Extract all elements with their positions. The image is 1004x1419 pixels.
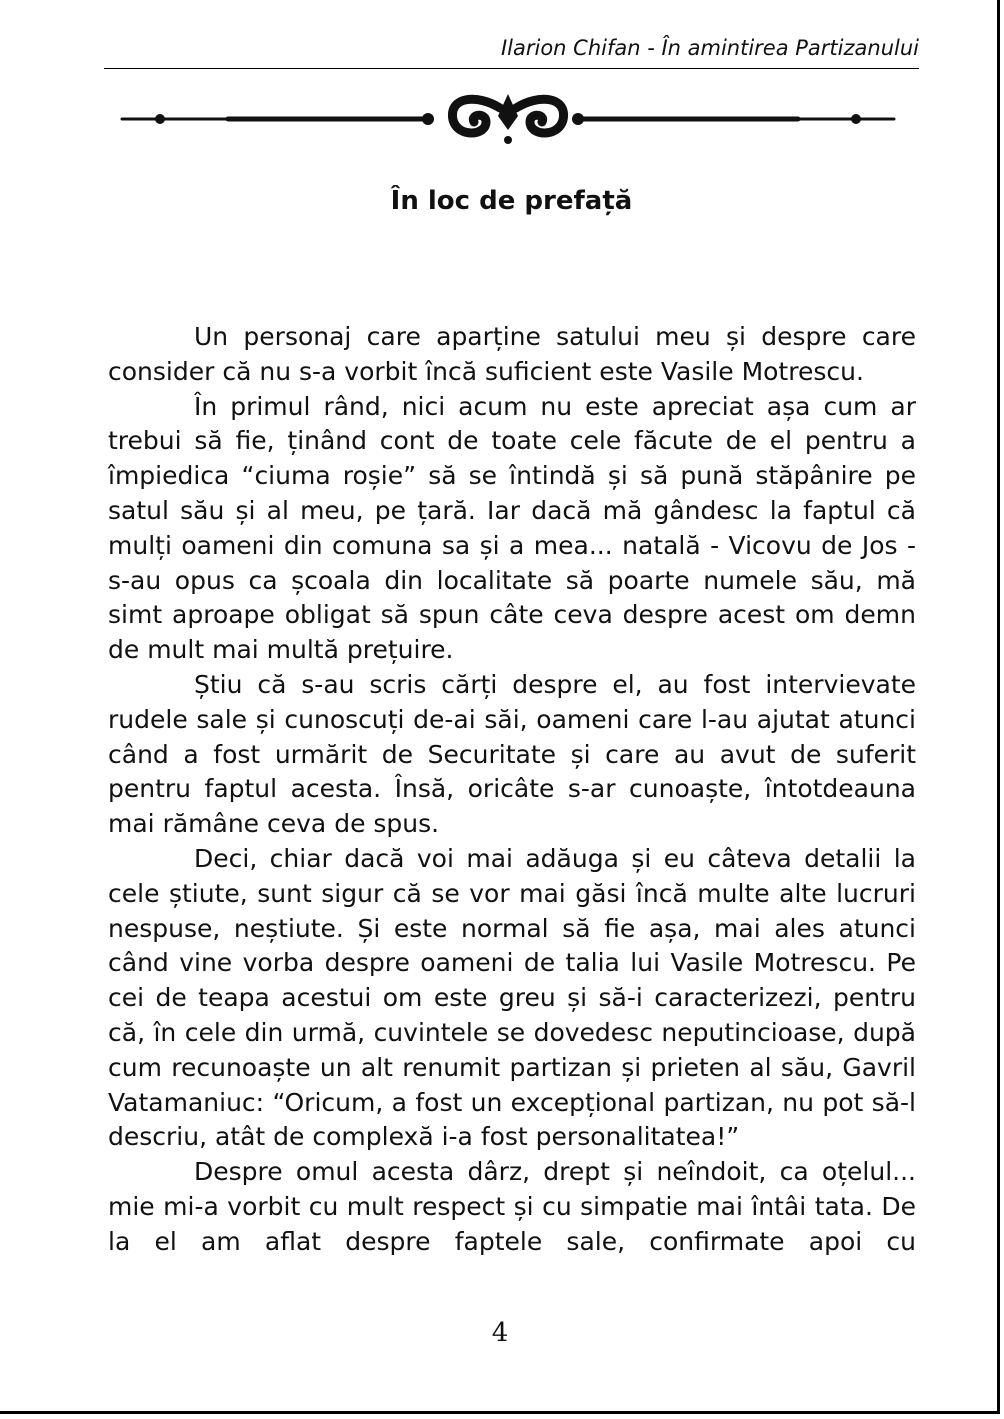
chapter-heading: În loc de prefață [390,186,633,216]
running-header-title: Ilarion Chifan - În amintirea Partizanului [500,36,919,60]
paragraph: Despre omul acesta dârz, drept și neîndoit, ca oțelul... mie mi-a vorbit cu mult respect și cu simpatie mai întâi tata. De la el am aflat despre faptele sale, confirmate apoi cu [108,1157,916,1256]
scroll-divider-ornament-icon [108,86,908,152]
body-text [108,320,916,1260]
paragraph: În primul rând, nici acum nu este apreciat așa cum ar trebui să fie, ținând cont de toate cele făcute de el pentru a împiedica “ciuma roșie” să se întindă și să pună stăpânire pe satul său și al meu, pe țară. Iar dacă mă gândesc la faptul că mulți oameni din comuna sa și a mea... natală - Vicovu de Jos - s-au opus ca școala din localitate să poarte numele său, mă simt aproape obligat să spun câte ceva despre acest om demn de mult mai multă prețuire. [108,391,916,665]
paragraph: Un personaj care aparține satului meu și despre care consider că nu s-a vorbit încă suficient este Vasile Motrescu. [108,322,916,386]
paragraph: Știu că s-au scris cărți despre el, au fost intervievate rudele sale și cunoscuți de-ai săi, oameni care l-au ajutat atunci când a fost urmărit de Securitate și care au avut de suferit pentru faptul acesta. Însă, oricâte s-ar cunoaște, întotdeauna mai rămâne ceva de spus. [108,669,916,839]
page-number: 4 [491,1318,509,1348]
paragraph: Deci, chiar dacă voi mai adăuga și eu câteva detalii la cele știute, sunt sigur că se vor mai găsi încă multe alte lucruri nespuse, neștiute. Și este normal să fie așa, mai ales atunci când vine vorba despre oameni de talia lui Vasile Motrescu. Pe cei de teapa acestui om este greu și să-i caracterizezi, pentru că, în cele din urmă, cuvintele se dovedesc neputincioase, după cum recunoaște un alt renumit partizan și prieten al său, Gavril Vatamaniuc: “Oricum, a fost un excepțional partizan, nu pot să-l descriu, atât de complexă i-a fost personalitatea!” [108,843,916,1152]
running-header [104,30,919,69]
